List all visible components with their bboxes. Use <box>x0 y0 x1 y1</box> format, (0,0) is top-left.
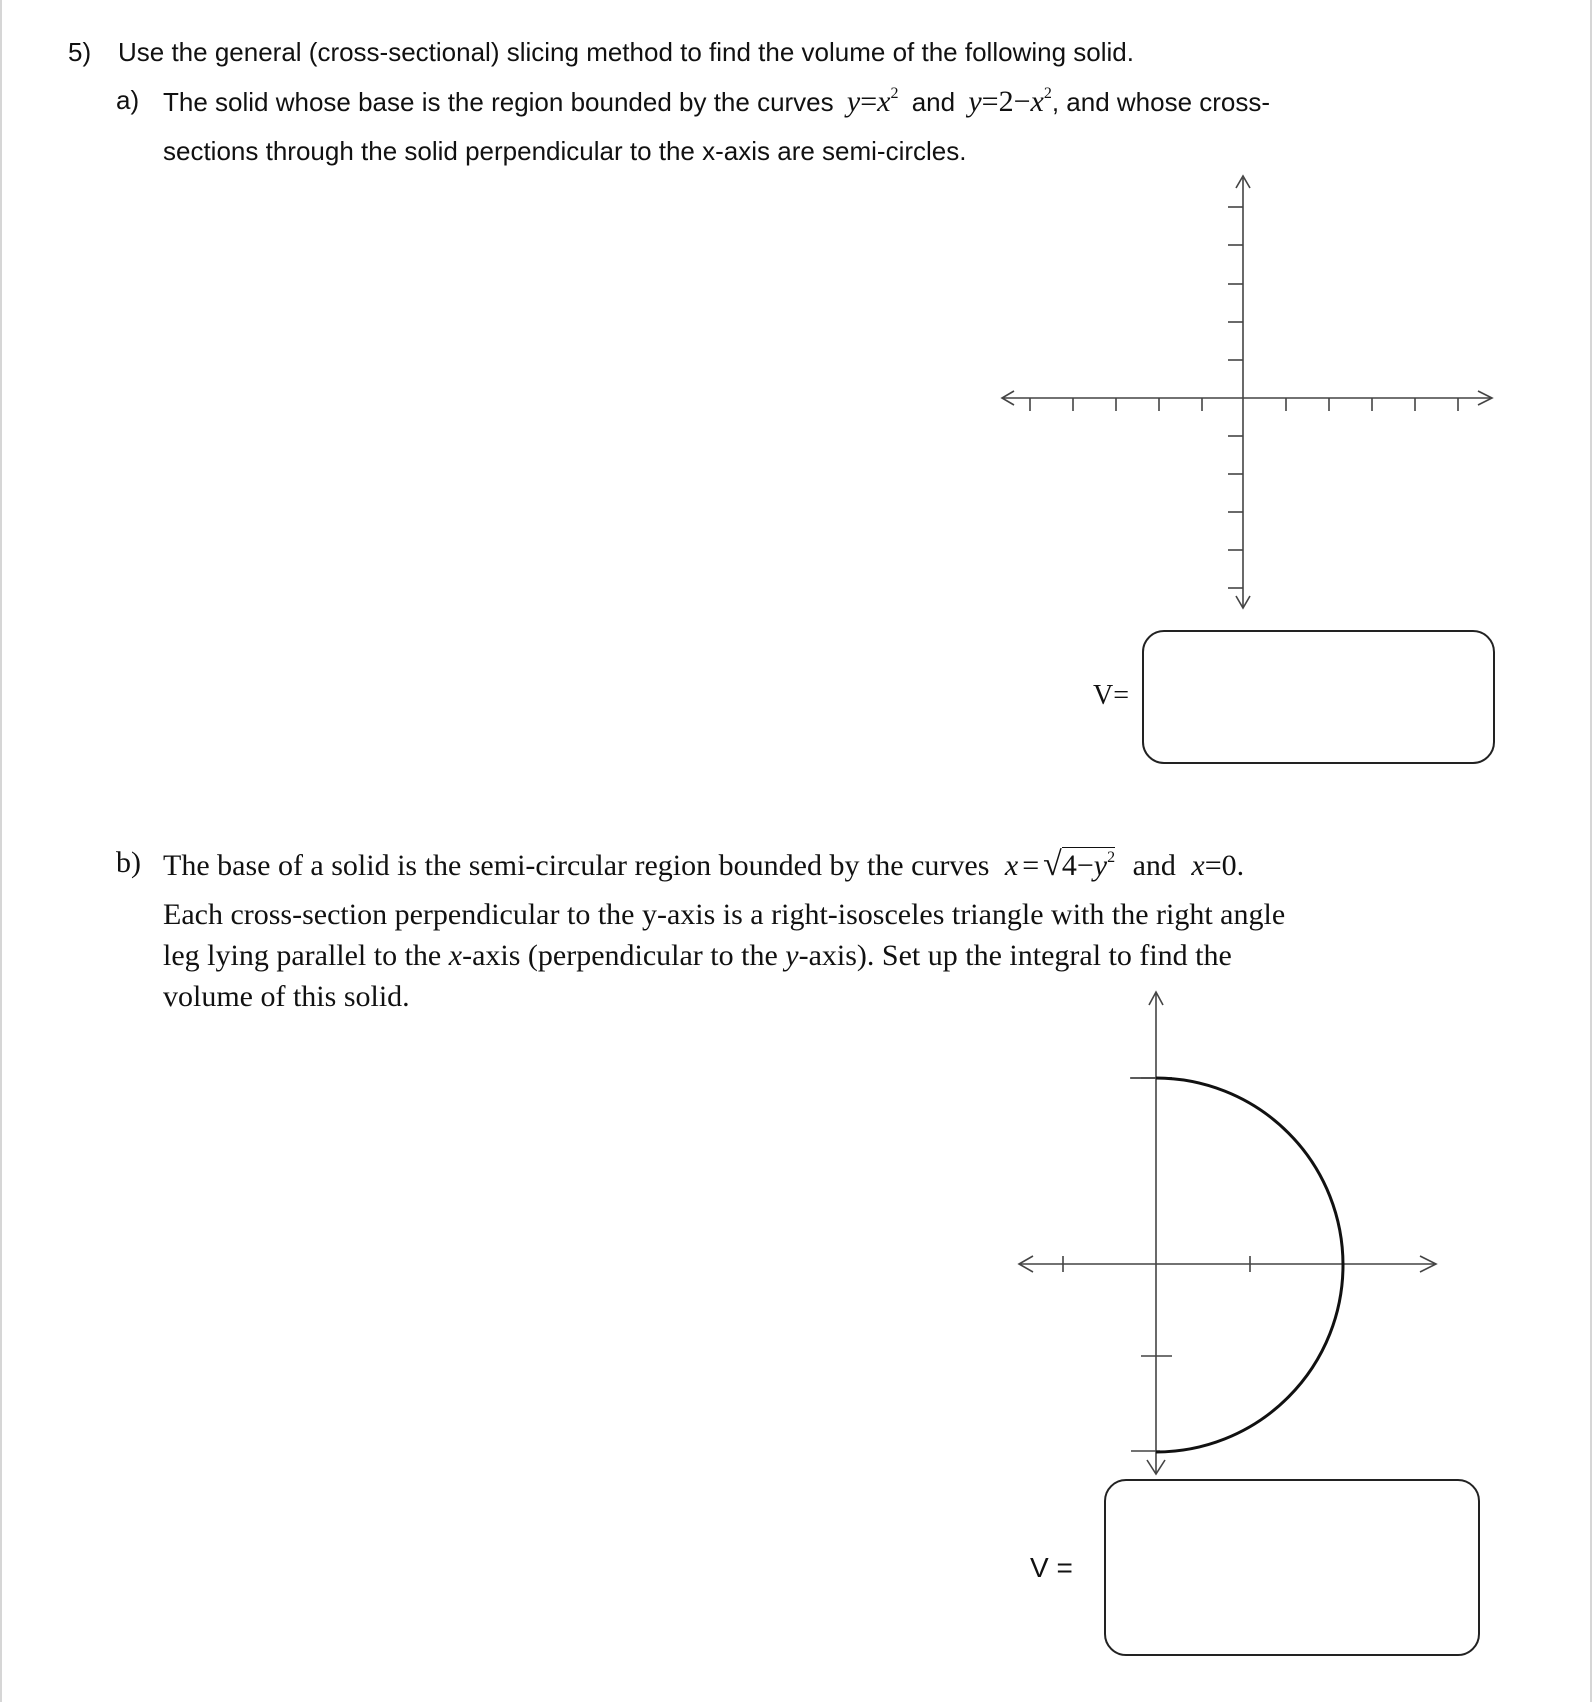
part-a-volume-label: V= <box>1093 680 1130 711</box>
math-x: x <box>1004 849 1019 882</box>
math-x: x <box>448 939 463 972</box>
and-text: and <box>1132 849 1176 882</box>
math-x: x <box>877 85 891 118</box>
math-x: x <box>1191 849 1205 882</box>
part-a-text-cont: , and whose cross- <box>1051 87 1271 117</box>
problem-instruction: Use the general (cross-sectional) slicing method to find the volume of the following solid. <box>118 37 1134 67</box>
math-y: y <box>846 85 861 118</box>
math-exp: 2 <box>1107 849 1116 866</box>
part-b-answer-box[interactable] <box>1104 1479 1480 1656</box>
line3-c: -axis). Set up the integral to find the <box>798 939 1232 972</box>
math-eq: = <box>860 85 878 118</box>
part-a-label: a) <box>116 85 140 115</box>
line3-a: leg lying parallel to the <box>163 939 449 972</box>
part-a-text: The solid whose base is the region bounded by the curves <box>163 87 834 117</box>
math-eq-zero: =0. <box>1204 849 1245 882</box>
math-exp: 2 <box>890 85 899 102</box>
radicand-const: 4− <box>1061 849 1094 882</box>
math-y: y <box>1093 849 1108 882</box>
math-exp: 2 <box>1043 85 1052 102</box>
sqrt-sign: √ <box>1043 846 1062 883</box>
part-a-text-line2: sections through the solid perpendicular to the x-axis are semi-circles. <box>163 136 967 166</box>
line3-b: -axis (perpendicular to the <box>462 939 786 972</box>
part-b-volume-label: V = <box>1030 1552 1073 1583</box>
math-x: x <box>1030 85 1044 118</box>
math-y: y <box>968 85 982 118</box>
problem-number: 5) <box>68 37 92 67</box>
math-eq: = <box>1022 849 1040 882</box>
math-y: y <box>785 939 799 972</box>
part-b-text-line2: Each cross-section perpendicular to the y-axis is a right-isosceles triangle with the right angle <box>163 898 1286 931</box>
part-b-text-line4: volume of this solid. <box>163 980 410 1013</box>
and-text: and <box>911 87 956 117</box>
part-b-label: b) <box>116 846 141 879</box>
math-eq: =2− <box>981 85 1031 118</box>
part-b-text: The base of a solid is the semi-circular region bounded by the curves <box>163 849 990 882</box>
